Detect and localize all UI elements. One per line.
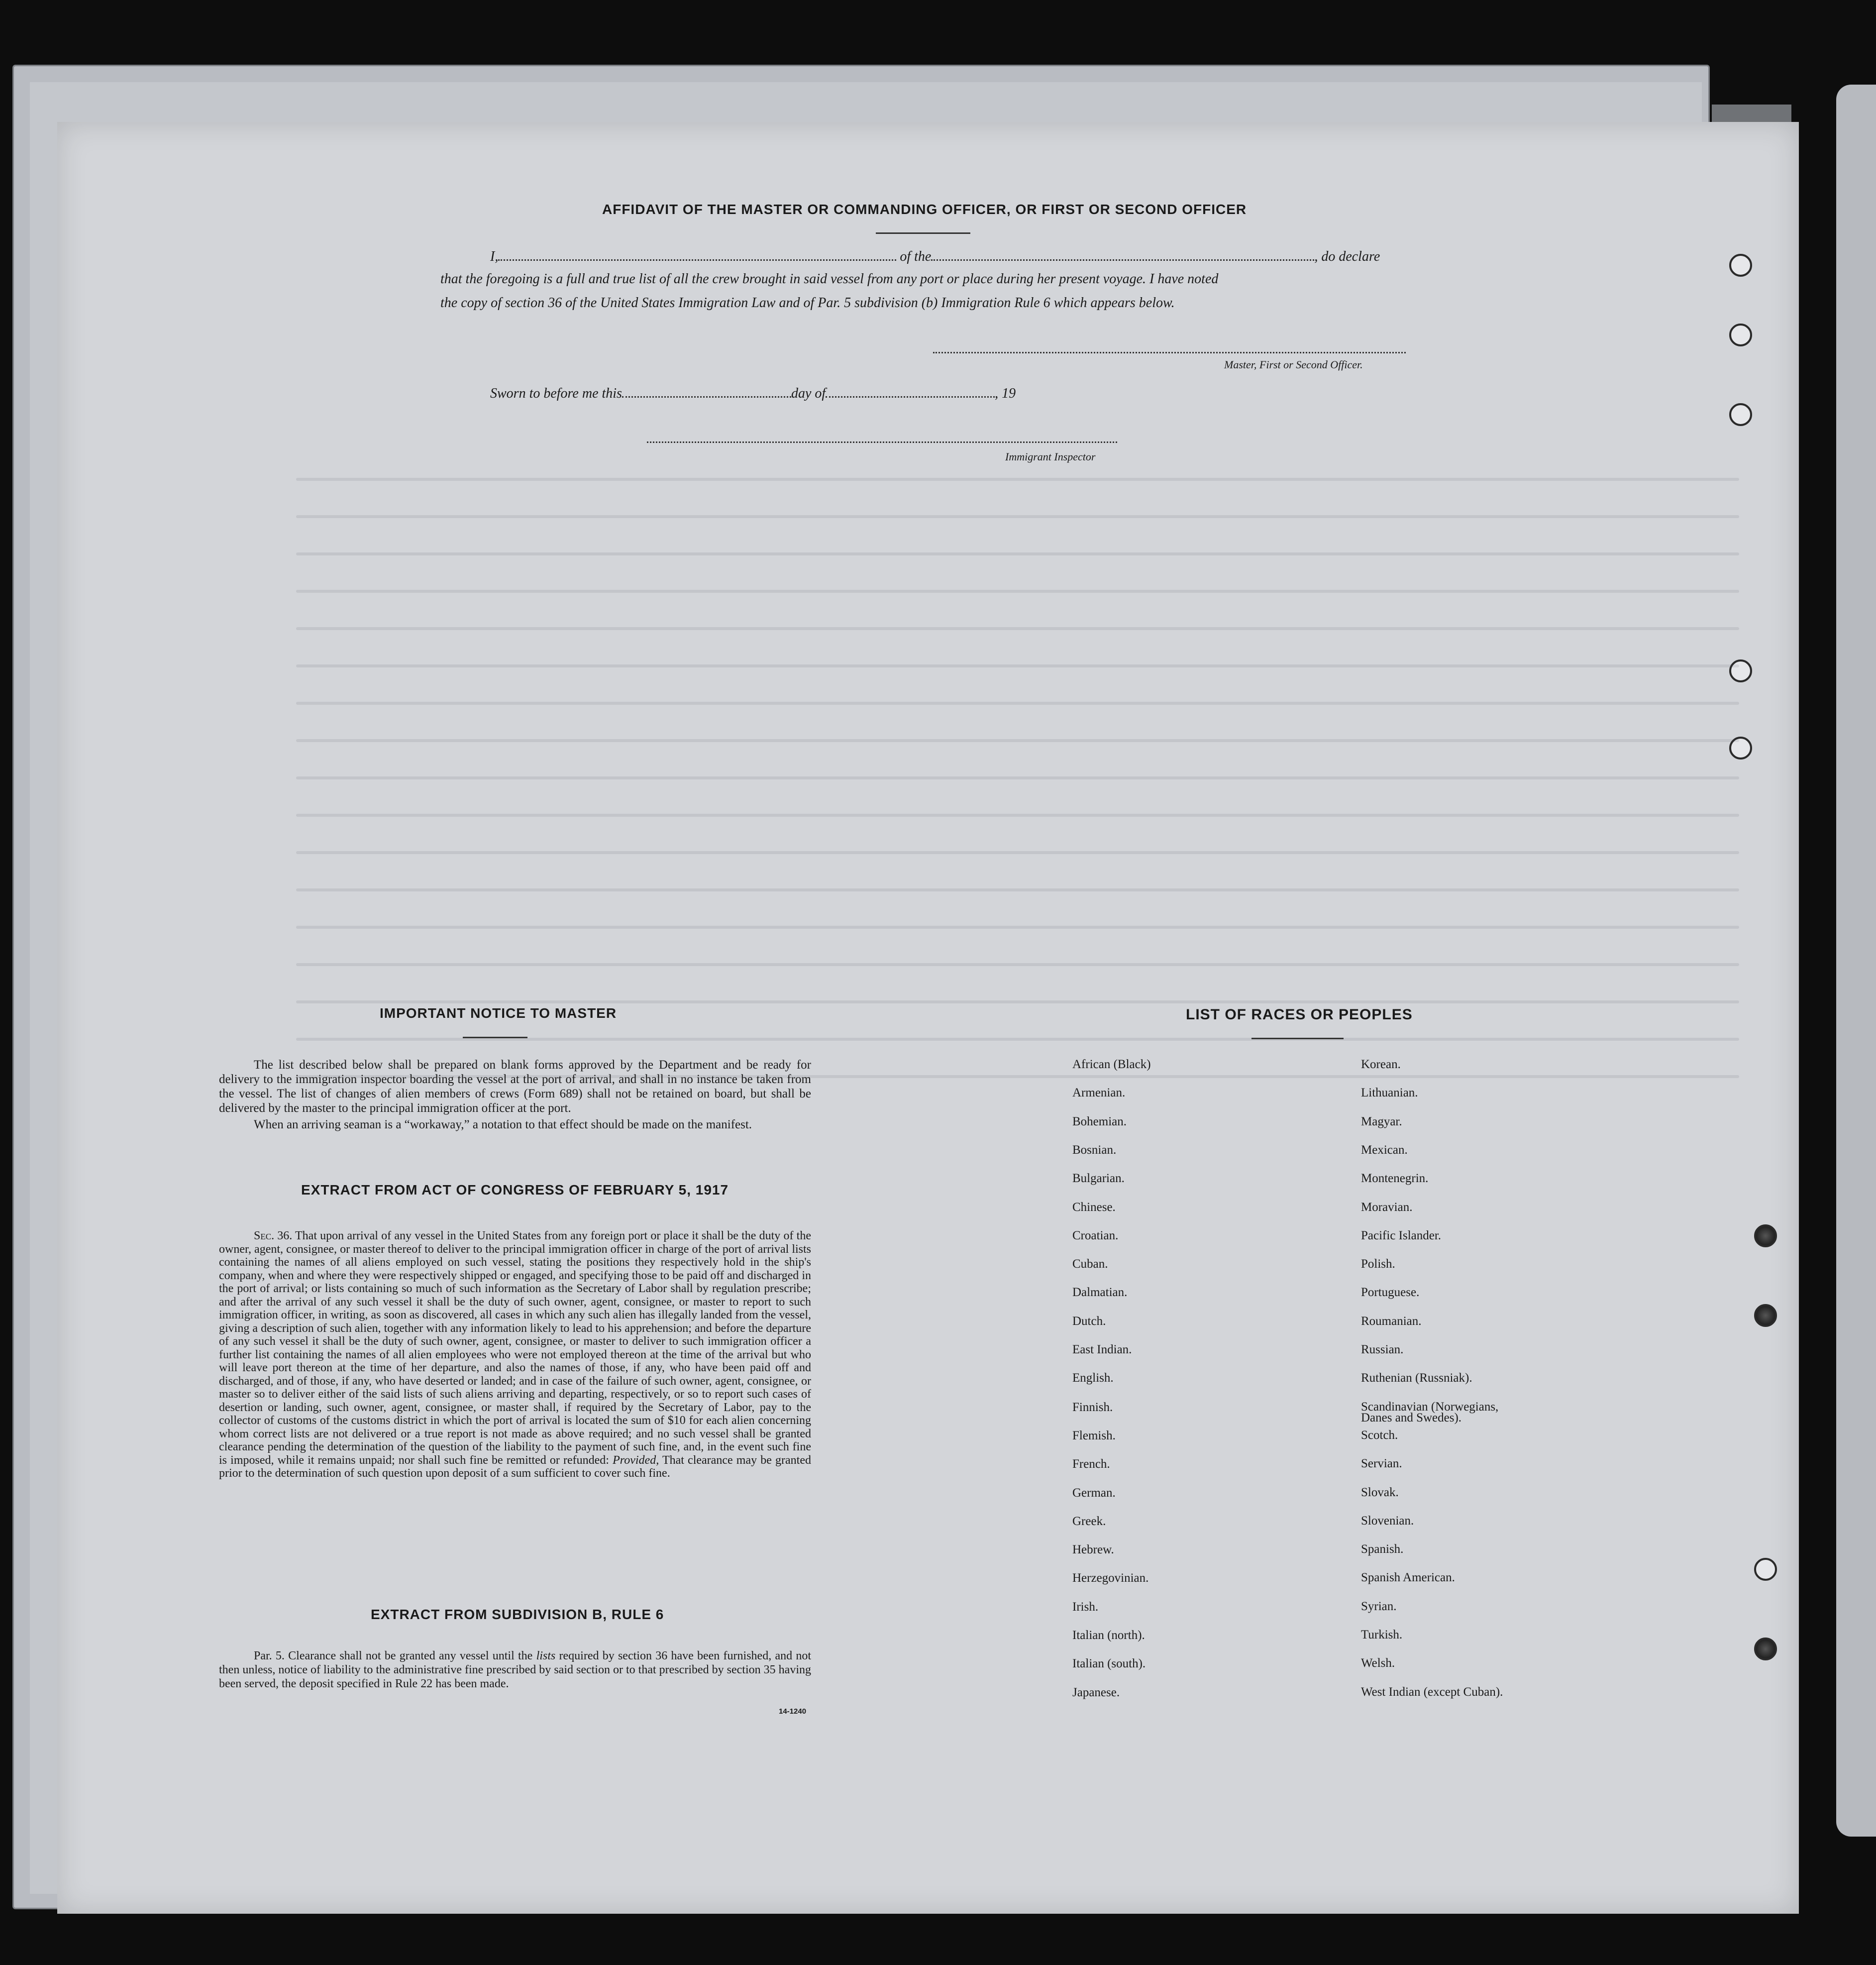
race-item: Finnish. bbox=[1072, 1401, 1113, 1414]
bleed-through-line bbox=[296, 627, 1739, 630]
notice-body bbox=[219, 1058, 811, 1134]
race-item-scandinavian-cont: Danes and Swedes). bbox=[1361, 1411, 1462, 1424]
bleed-through-line bbox=[296, 776, 1739, 779]
provided-label: Provided, bbox=[613, 1453, 659, 1467]
race-item: Bohemian. bbox=[1072, 1115, 1127, 1128]
race-item: Flemish. bbox=[1072, 1429, 1116, 1442]
race-item: Bosnian. bbox=[1072, 1143, 1117, 1157]
bleed-through-line bbox=[296, 963, 1739, 966]
race-item: Italian (north). bbox=[1072, 1629, 1145, 1642]
race-item: Scotch. bbox=[1361, 1428, 1398, 1442]
affidavit-title: AFFIDAVIT OF THE MASTER OR COMMANDING OFFICER, OR FIRST OR SECOND OFFICER bbox=[602, 202, 1247, 217]
punch-hole-icon bbox=[1754, 1638, 1777, 1660]
punch-hole-icon bbox=[1729, 254, 1752, 277]
race-item: Dalmatian. bbox=[1072, 1286, 1128, 1299]
race-item: Roumanian. bbox=[1361, 1314, 1422, 1328]
inspector-signature-line[interactable] bbox=[647, 441, 1117, 443]
day-of-label: day of bbox=[791, 386, 826, 401]
notice-paragraph: When an arriving seaman is a “workaway,” a notation to that effect should be made on the manifest. bbox=[254, 1118, 752, 1131]
race-item: Lithuanian. bbox=[1361, 1086, 1418, 1099]
race-item: Armenian. bbox=[1072, 1086, 1126, 1099]
race-item: English. bbox=[1072, 1371, 1114, 1385]
bleed-through-line bbox=[296, 851, 1739, 854]
race-item: Welsh. bbox=[1361, 1656, 1395, 1670]
bleed-through-line bbox=[296, 926, 1739, 929]
punch-hole-icon bbox=[1729, 659, 1752, 682]
race-item: Italian (south). bbox=[1072, 1657, 1146, 1670]
race-item: German. bbox=[1072, 1486, 1116, 1500]
form-number: 14-1240 bbox=[779, 1707, 807, 1716]
notice-title: IMPORTANT NOTICE TO MASTER bbox=[380, 1005, 617, 1021]
sworn-label: Sworn to before me this bbox=[490, 386, 622, 401]
race-item: Chinese. bbox=[1072, 1201, 1116, 1214]
i-label: I, bbox=[490, 249, 499, 264]
bleed-through-line bbox=[296, 739, 1739, 742]
notice-underline bbox=[463, 1037, 527, 1038]
affidavit-body-2: the copy of section 36 of the United States Immigration Law and of Par. 5 subdivision (b) Immigration Rule 6 which appears below. bbox=[440, 295, 1175, 311]
declare-label: , do declare bbox=[1314, 249, 1380, 264]
bleed-through-line bbox=[296, 1000, 1739, 1003]
affidavit-name-line bbox=[490, 249, 1380, 265]
race-item: Greek. bbox=[1072, 1515, 1106, 1528]
race-item: Slovenian. bbox=[1361, 1514, 1414, 1528]
vessel-name-field[interactable] bbox=[931, 259, 1314, 261]
punch-hole-icon bbox=[1754, 1558, 1777, 1581]
race-item: Japanese. bbox=[1072, 1686, 1120, 1699]
bleed-through-line bbox=[296, 664, 1739, 667]
act-title: EXTRACT FROM ACT OF CONGRESS OF FEBRUARY 5, 1917 bbox=[301, 1182, 729, 1198]
sec-label: Sec. 36. bbox=[254, 1229, 293, 1242]
bleed-through-line bbox=[296, 515, 1739, 518]
master-name-field[interactable] bbox=[498, 259, 896, 261]
race-item: Pacific Islander. bbox=[1361, 1229, 1442, 1242]
par-text-2: required by section 36 have been furnished, and not then unless, notice of liability to the administrative fine prescribed by said section or to that prescribed by section 35 having been served, the deposit specified in Rule 22 has been made. bbox=[219, 1649, 812, 1690]
bleed-through-line bbox=[296, 814, 1739, 817]
race-item: French. bbox=[1072, 1457, 1110, 1471]
year-label: , 19 bbox=[995, 386, 1016, 401]
affidavit-body-1: that the foregoing is a full and true list of all the crew brought in said vessel from any port or place during her present voyage. I have noted bbox=[440, 271, 1219, 287]
race-item: Scandinavian (Norwegians, bbox=[1361, 1400, 1499, 1414]
race-item: Spanish. bbox=[1361, 1542, 1404, 1556]
manifest-page bbox=[57, 122, 1799, 1914]
races-underline bbox=[1251, 1038, 1344, 1039]
lists-word: lists bbox=[536, 1649, 556, 1662]
race-item: Dutch. bbox=[1072, 1314, 1106, 1328]
race-item: Hebrew. bbox=[1072, 1543, 1114, 1556]
notice-paragraph: The list described below shall be prepared on blank forms approved by the Department and be ready for delivery to the immigration inspector boarding the vessel at the port of arrival, and shall in no instance be taken from the vessel. The list of changes of alien members of crews (Form 689) shall not be retained on board, but shall be delivered by the master to the principal immigration officer at the port. bbox=[219, 1058, 811, 1115]
race-item: Servian. bbox=[1361, 1457, 1402, 1470]
race-item: African (Black) bbox=[1072, 1058, 1151, 1071]
race-item: Montenegrin. bbox=[1361, 1172, 1429, 1185]
sworn-month-field[interactable] bbox=[826, 396, 995, 398]
race-item: Cuban. bbox=[1072, 1257, 1108, 1271]
race-item: Korean. bbox=[1361, 1058, 1401, 1071]
par-5-text bbox=[219, 1649, 811, 1691]
next-page-edge bbox=[1836, 85, 1876, 1837]
sworn-day-field[interactable] bbox=[622, 396, 791, 398]
race-item: Irish. bbox=[1072, 1600, 1099, 1614]
act-body bbox=[219, 1229, 811, 1482]
master-caption: Master, First or Second Officer. bbox=[1224, 358, 1363, 371]
sec-text-end: That clearance may be granted prior to the determination of such question upon deposit of a sum sufficient to cover such fine. bbox=[219, 1453, 811, 1480]
race-item: Syrian. bbox=[1361, 1600, 1397, 1613]
punch-hole-icon bbox=[1754, 1304, 1777, 1327]
race-item: Russian. bbox=[1361, 1343, 1404, 1356]
sworn-line bbox=[490, 386, 1016, 402]
punch-hole-icon bbox=[1729, 403, 1752, 426]
race-item: Croatian. bbox=[1072, 1229, 1119, 1242]
race-item: Turkish. bbox=[1361, 1628, 1403, 1641]
race-item: Herzegovinian. bbox=[1072, 1571, 1149, 1585]
race-item: East Indian. bbox=[1072, 1343, 1132, 1356]
bleed-through-line bbox=[296, 552, 1739, 555]
race-item: Mexican. bbox=[1361, 1143, 1408, 1157]
race-item: Polish. bbox=[1361, 1257, 1395, 1271]
rule-body bbox=[219, 1649, 811, 1693]
races-title: LIST OF RACES OR PEOPLES bbox=[1186, 1006, 1413, 1023]
punch-hole-icon bbox=[1754, 1224, 1777, 1247]
race-item: Slovak. bbox=[1361, 1486, 1399, 1499]
race-item: Portuguese. bbox=[1361, 1286, 1420, 1299]
bleed-through-line bbox=[296, 590, 1739, 593]
bleed-through-line bbox=[296, 702, 1739, 705]
race-item: Ruthenian (Russniak). bbox=[1361, 1371, 1472, 1385]
race-item: West Indian (except Cuban). bbox=[1361, 1685, 1503, 1699]
section-36-text bbox=[219, 1229, 811, 1480]
sec-text: That upon arrival of any vessel in the United States from any foreign port or place it shall be the duty of the owner, agent, consignee, or master thereof to deliver to the principal immigration officer in charge of the port of arrival lists containing the names of all aliens employed on such vessel, stating the positions they respectively hold in the ship's company, when and where they were respectively shipped or engaged, and specifying those to be paid off and discharged in the port of arrival; or lists containing so much of such information as the Secretary of Labor shall by regulation prescribe; and after the arrival of any such vessel it shall be the duty of such owner, agent, consignee, or master to report to such immigration officer, in writing, as soon as discovered, all cases in which any such alien has illegally landed from the vessel, giving a description of such alien, together with any information likely to lead to his apprehension; and before the departure of any such vessel it shall be the duty of such owner, agent, consignee, or master to deliver to such immigration officer a further list containing the names of all alien employees who were not employed thereon at the time of the arrival but who will leave port thereon at the time of her departure, and also the names of those, if any, who have been paid off and discharged, and of those, if any, who have deserted or landed; and in case of the failure of such owner, agent, consignee, or master so to deliver either of the said lists of such aliens arriving and departing, respectively, or so to report such cases of desertion or landing, such owner, agent, consignee, or master shall, if required by the Secretary of Labor, pay to the collector of customs of the customs district in which the port of arrival is located the sum of $10 for each alien concerning whom correct lists are not delivered or a true report is not made as above required; and no such vessel shall be granted clearance pending the determination of the question of the liability to the payment of such fine, and, in the event such fine is imposed, while it remains unpaid; nor shall such fine be remitted or refunded: bbox=[219, 1229, 811, 1467]
race-item: Moravian. bbox=[1361, 1201, 1413, 1214]
race-item: Magyar. bbox=[1361, 1115, 1402, 1128]
race-item: Bulgarian. bbox=[1072, 1172, 1125, 1185]
of-the-label: of the bbox=[900, 249, 932, 264]
bleed-through-line bbox=[296, 478, 1739, 481]
title-underline bbox=[876, 232, 970, 234]
punch-hole-icon bbox=[1729, 324, 1752, 346]
rule-title: EXTRACT FROM SUBDIVISION B, RULE 6 bbox=[371, 1607, 664, 1622]
master-signature-line[interactable] bbox=[933, 352, 1406, 353]
race-item: Spanish American. bbox=[1361, 1571, 1455, 1584]
inspector-caption: Immigrant Inspector bbox=[1005, 450, 1096, 463]
par-text-1: Par. 5. Clearance shall not be granted any vessel until the bbox=[254, 1649, 533, 1662]
bleed-through-line bbox=[296, 888, 1739, 891]
